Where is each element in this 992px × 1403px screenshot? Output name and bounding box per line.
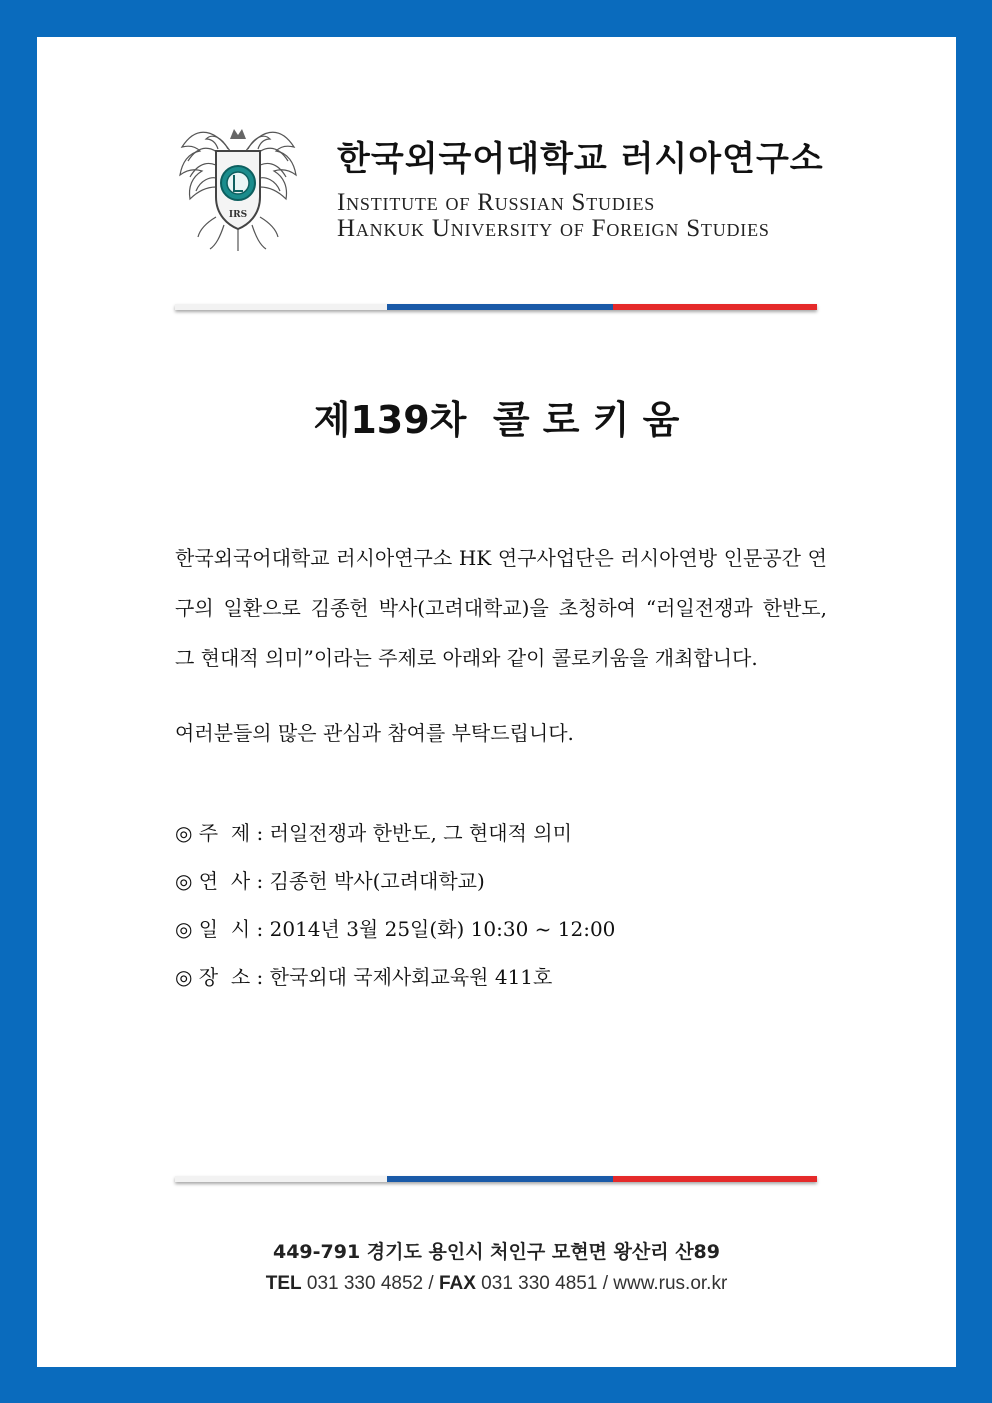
organization-name (337, 131, 824, 242)
detail-speaker (175, 861, 615, 909)
colloquium-title: 제139차 콜 로 키 움 (313, 398, 680, 442)
detail-value: 한국외대 국제사회교육원 411호 (269, 965, 553, 989)
detail-value: 김종헌 박사(고려대학교) (269, 869, 485, 893)
detail-label: ◎ 장 소 : (175, 965, 270, 989)
double-headed-eagle-emblem-icon (176, 117, 300, 253)
emblem-label: IRS (228, 210, 248, 220)
fax-label: FAX (438, 1273, 476, 1294)
poster-page (37, 37, 956, 1367)
organization-english-line2: Hankuk University of Foreign Studies (337, 215, 770, 242)
detail-label: ◎ 주 제 : (175, 821, 270, 845)
tel-value: 031 330 4852 / (301, 1273, 439, 1294)
intro-paragraph: 한국외국어대학교 러시아연구소 HK 연구사업단은 러시아연방 인문공간 연구의 일환으로 김종헌 박사(고려대학교)을 초청하여 “러일전쟁과 한반도, 그 현대적 의미”이라는 주제로 아래와 같이 콜로키움을 개최합니다. (175, 546, 827, 670)
detail-value: 러일전쟁과 한반도, 그 현대적 의미 (269, 821, 572, 845)
tricolor-divider-top (175, 304, 817, 310)
detail-datetime (175, 909, 615, 957)
footer-address: 449-791 경기도 용인시 처인구 모현면 왕산리 산89 (272, 1241, 720, 1263)
tel-label: TEL (265, 1273, 302, 1294)
detail-location (175, 957, 615, 1005)
tricolor-divider-bottom (175, 1176, 817, 1182)
detail-label: ◎ 일 시 : (175, 917, 270, 941)
organization-korean-name: 한국외국어대학교 러시아연구소 (337, 139, 824, 179)
participation-request: 여러분들의 많은 관심과 참여를 부탁드립니다. (175, 721, 574, 745)
footer-contact (37, 1273, 956, 1295)
detail-value: 2014년 3월 25일(화) 10:30 ~ 12:00 (269, 917, 616, 941)
event-details (175, 813, 615, 1005)
detail-label: ◎ 연 사 : (175, 869, 270, 893)
detail-topic (175, 813, 615, 861)
organization-english-line1: Institute of Russian Studies (337, 189, 656, 216)
fax-value: 031 330 4851 / www.rus.or.kr (475, 1273, 728, 1294)
